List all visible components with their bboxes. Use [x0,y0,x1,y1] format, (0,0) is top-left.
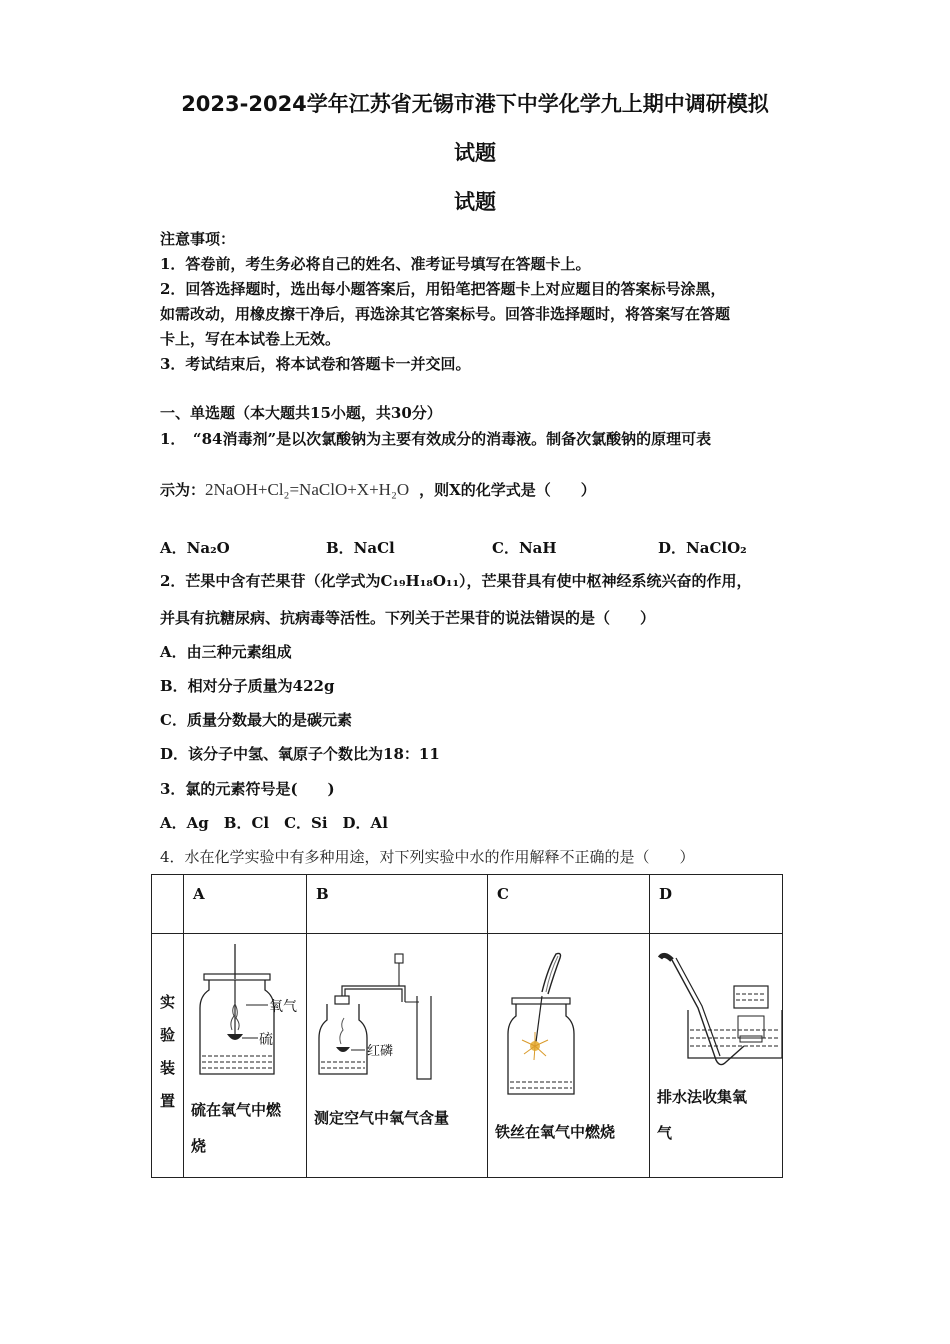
notice-item-2-cont: 如需改动，用橡皮擦干净后，再选涂其它答案标号。回答非选择题时，将答案写在答题 [160,305,731,323]
q3-stem: 3．氯的元素符号是( ) [160,780,335,798]
label-oxygen: 氧气 [269,999,297,1015]
q2-option-b[interactable]: B．相对分子质量为422g [160,677,335,695]
notice-item-2: 2．回答选择题时，选出每小题答案后，用铅笔把答题卡上对应题目的答案标号涂黑， [160,280,726,298]
caption-d-l1: 排水法收集氧 [657,1088,748,1106]
caption-d-l2: 气 [657,1124,673,1142]
row-label-char: 实 [159,993,175,1011]
caption-b-l1: 测定空气中氧气含量 [314,1109,450,1127]
q4-stem: 4．水在化学实验中有多种用途，对下列实验中水的作用解释不正确的是（ ） [160,848,695,866]
q2-stem-line1: 2．芒果中含有芒果苷（化学式为C₁₉H₁₈O₁₁），芒果苷具有使中枢神经系统兴奋的作用， [160,572,752,590]
q1-equation-line [160,479,596,500]
caption-a-l2: 烧 [191,1137,207,1155]
q1-prefix: 示为： [160,481,206,499]
notice-item-1: 1．答卷前，考生务必将自己的姓名、准考证号填写在答题卡上。 [160,255,591,273]
exam-title-line3: 试题 [454,190,496,214]
q4-corner-cell [152,875,184,934]
red-phosphorus-diagram [307,934,487,1177]
q4-header-a: A [184,875,307,934]
exam-title-line2: 试题 [454,141,496,165]
label-sulfur: 硫 [259,1032,273,1048]
q4-row-label [152,934,184,1178]
q2-option-c[interactable]: C．质量分数最大的是碳元素 [160,711,352,729]
row-label-char: 验 [159,1026,175,1044]
q4-cell-b[interactable] [307,934,488,1178]
q1-option-a[interactable]: A．Na₂O [160,539,230,557]
q4-cell-c[interactable] [488,934,650,1178]
q1-stem: 1． “84消毒剂”是以次氯酸钠为主要有效成分的消毒液。制备次氯酸钠的原理可表 [160,430,712,448]
q1-option-d[interactable]: D．NaClO₂ [658,539,747,557]
notice-item-2-end: 卡上，写在本试卷上无效。 [160,330,341,348]
q1-options [160,537,747,558]
q3-options[interactable]: A．Ag B．Cl C．Si D．Al [160,814,388,832]
q4-header-c: C [488,875,650,934]
row-label-char: 置 [159,1092,175,1110]
q2-stem-line2: 并具有抗糖尿病、抗病毒等活性。下列关于芒果苷的说法错误的是（ ） [160,609,656,627]
caption-a-l1: 硫在氧气中燃 [191,1101,282,1119]
q1-option-b[interactable]: B．NaCl [326,539,395,557]
q4-header-d: D [650,875,783,934]
q1-equation: 2NaOH+Cl₂=NaClO+X+H₂O [205,480,410,499]
notice-heading: 注意事项： [160,230,236,248]
row-label-char: 装 [159,1059,175,1077]
caption-c-l1: 铁丝在氧气中燃烧 [495,1123,616,1141]
section-heading: 一、单选题（本大题共15小题，共30分） [160,404,442,422]
q2-option-a[interactable]: A．由三种元素组成 [160,643,292,661]
label-red-phosphorus: 红磷 [367,1044,394,1059]
q1-option-c[interactable]: C．NaH [492,539,557,557]
q4-cell-d[interactable] [650,934,783,1178]
q2-option-d[interactable]: D．该分子中氢、氧原子个数比为18：11 [160,745,440,763]
notice-item-3: 3．考试结束后，将本试卷和答题卡一并交回。 [160,355,471,373]
q4-experiment-table [151,874,783,1178]
exam-title-line1: 2023-2024学年江苏省无锡市港下中学化学九上期中调研模拟 [181,92,769,116]
q1-suffix: ，则X的化学式是（ ） [419,481,596,499]
q4-cell-a[interactable] [184,934,307,1178]
q4-header-b: B [307,875,488,934]
